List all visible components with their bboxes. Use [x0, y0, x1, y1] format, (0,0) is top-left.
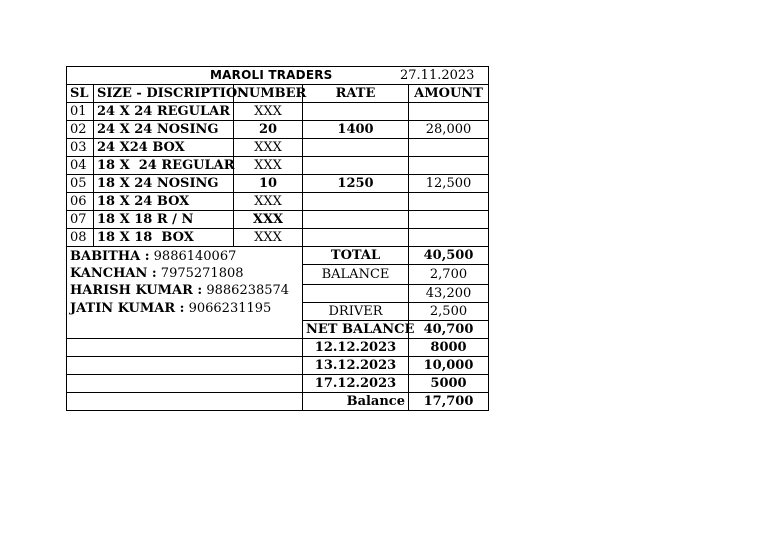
item-size: 24 X 24 NOSING [94, 121, 234, 139]
payment-date: 17.12.2023 [303, 375, 409, 393]
item-sl: 02 [67, 121, 94, 139]
item-number: XXX [234, 139, 303, 157]
balance-value: 2,700 [409, 265, 489, 285]
contact-line [70, 300, 299, 317]
item-rate [303, 157, 409, 175]
item-number: XXX [234, 193, 303, 211]
title-cell [67, 67, 489, 85]
final-balance-label: Balance [303, 393, 409, 411]
balance-label: BALANCE [303, 265, 409, 285]
table-row [67, 139, 489, 157]
item-rate [303, 193, 409, 211]
shop-name: MAROLI TRADERS [210, 68, 333, 82]
contact-phone: 9886140067 [149, 249, 237, 264]
payment-amount: 8000 [409, 339, 489, 357]
net-balance-value: 40,700 [409, 321, 489, 339]
payment-row [67, 375, 489, 393]
item-amount: 28,000 [409, 121, 489, 139]
item-size: 18 X 24 REGULAR [94, 157, 234, 175]
item-size: 18 X 24 NOSING [94, 175, 234, 193]
col-header-amount: AMOUNT [409, 85, 489, 103]
contact-phone: 9066231195 [184, 300, 272, 316]
payment-row [67, 357, 489, 375]
item-size: 24 X24 BOX [94, 139, 234, 157]
contact-line [70, 282, 299, 299]
item-number: 20 [234, 121, 303, 139]
summary-row-total [67, 247, 489, 265]
item-number: XXX [234, 229, 303, 247]
item-size: 18 X 18 BOX [94, 229, 234, 247]
item-amount [409, 193, 489, 211]
total-value: 40,500 [409, 247, 489, 265]
ledger-table [66, 66, 489, 411]
total-label: TOTAL [303, 247, 409, 265]
payment-date: 13.12.2023 [303, 357, 409, 375]
driver-label: DRIVER [303, 303, 409, 321]
col-header-number: NUMBER [234, 85, 303, 103]
invoice-sheet [66, 66, 488, 410]
item-amount [409, 157, 489, 175]
item-size: 18 X 24 BOX [94, 193, 234, 211]
column-header-row [67, 85, 489, 103]
subtotal-value: 43,200 [409, 285, 489, 303]
col-header-sl: SL [67, 85, 94, 103]
item-sl: 07 [67, 211, 94, 229]
subtotal-label [303, 285, 409, 303]
sheet-date: 27.11.2023 [400, 68, 475, 83]
item-size: 24 X 24 REGULAR [94, 103, 234, 121]
item-rate [303, 103, 409, 121]
final-balance-row [67, 393, 489, 411]
table-row [67, 175, 489, 193]
item-rate [303, 211, 409, 229]
item-amount [409, 103, 489, 121]
payment-row [67, 339, 489, 357]
item-sl: 05 [67, 175, 94, 193]
title-row [67, 67, 489, 85]
payment-blank [67, 375, 303, 393]
contact-phone: 7975271808 [156, 266, 244, 282]
item-rate: 1400 [303, 121, 409, 139]
item-number: 10 [234, 175, 303, 193]
payment-blank [67, 339, 303, 357]
contact-name: BABITHA : [70, 249, 150, 264]
final-blank [67, 393, 303, 411]
item-number: XXX [234, 211, 303, 229]
table-row [67, 229, 489, 247]
table-row [67, 157, 489, 175]
item-sl: 06 [67, 193, 94, 211]
item-rate: 1250 [303, 175, 409, 193]
contact-line [70, 265, 299, 282]
item-number: XXX [234, 103, 303, 121]
driver-value: 2,500 [409, 303, 489, 321]
item-sl: 08 [67, 229, 94, 247]
payment-date: 12.12.2023 [303, 339, 409, 357]
item-rate [303, 139, 409, 157]
table-row [67, 193, 489, 211]
final-balance-value: 17,700 [409, 393, 489, 411]
item-sl: 04 [67, 157, 94, 175]
item-sl: 03 [67, 139, 94, 157]
col-header-size: SIZE - DISCRIPTION [94, 85, 234, 103]
contact-line [70, 248, 299, 265]
contact-name: KANCHAN : [70, 266, 157, 282]
table-row [67, 103, 489, 121]
net-balance-label: NET BALANCE [303, 321, 409, 339]
contact-phone: 9886238574 [202, 283, 290, 299]
item-size: 18 X 18 R / N [94, 211, 234, 229]
item-amount [409, 211, 489, 229]
item-number: XXX [234, 157, 303, 175]
payment-blank [67, 357, 303, 375]
item-amount [409, 139, 489, 157]
table-row [67, 211, 489, 229]
payment-amount: 10,000 [409, 357, 489, 375]
item-amount [409, 229, 489, 247]
payment-amount: 5000 [409, 375, 489, 393]
table-row [67, 121, 489, 139]
col-header-rate: RATE [303, 85, 409, 103]
item-sl: 01 [67, 103, 94, 121]
item-rate [303, 229, 409, 247]
contacts-block [67, 247, 303, 339]
item-amount: 12,500 [409, 175, 489, 193]
contact-name: HARISH KUMAR : [70, 283, 203, 299]
contact-name: JATIN KUMAR : [70, 300, 185, 316]
